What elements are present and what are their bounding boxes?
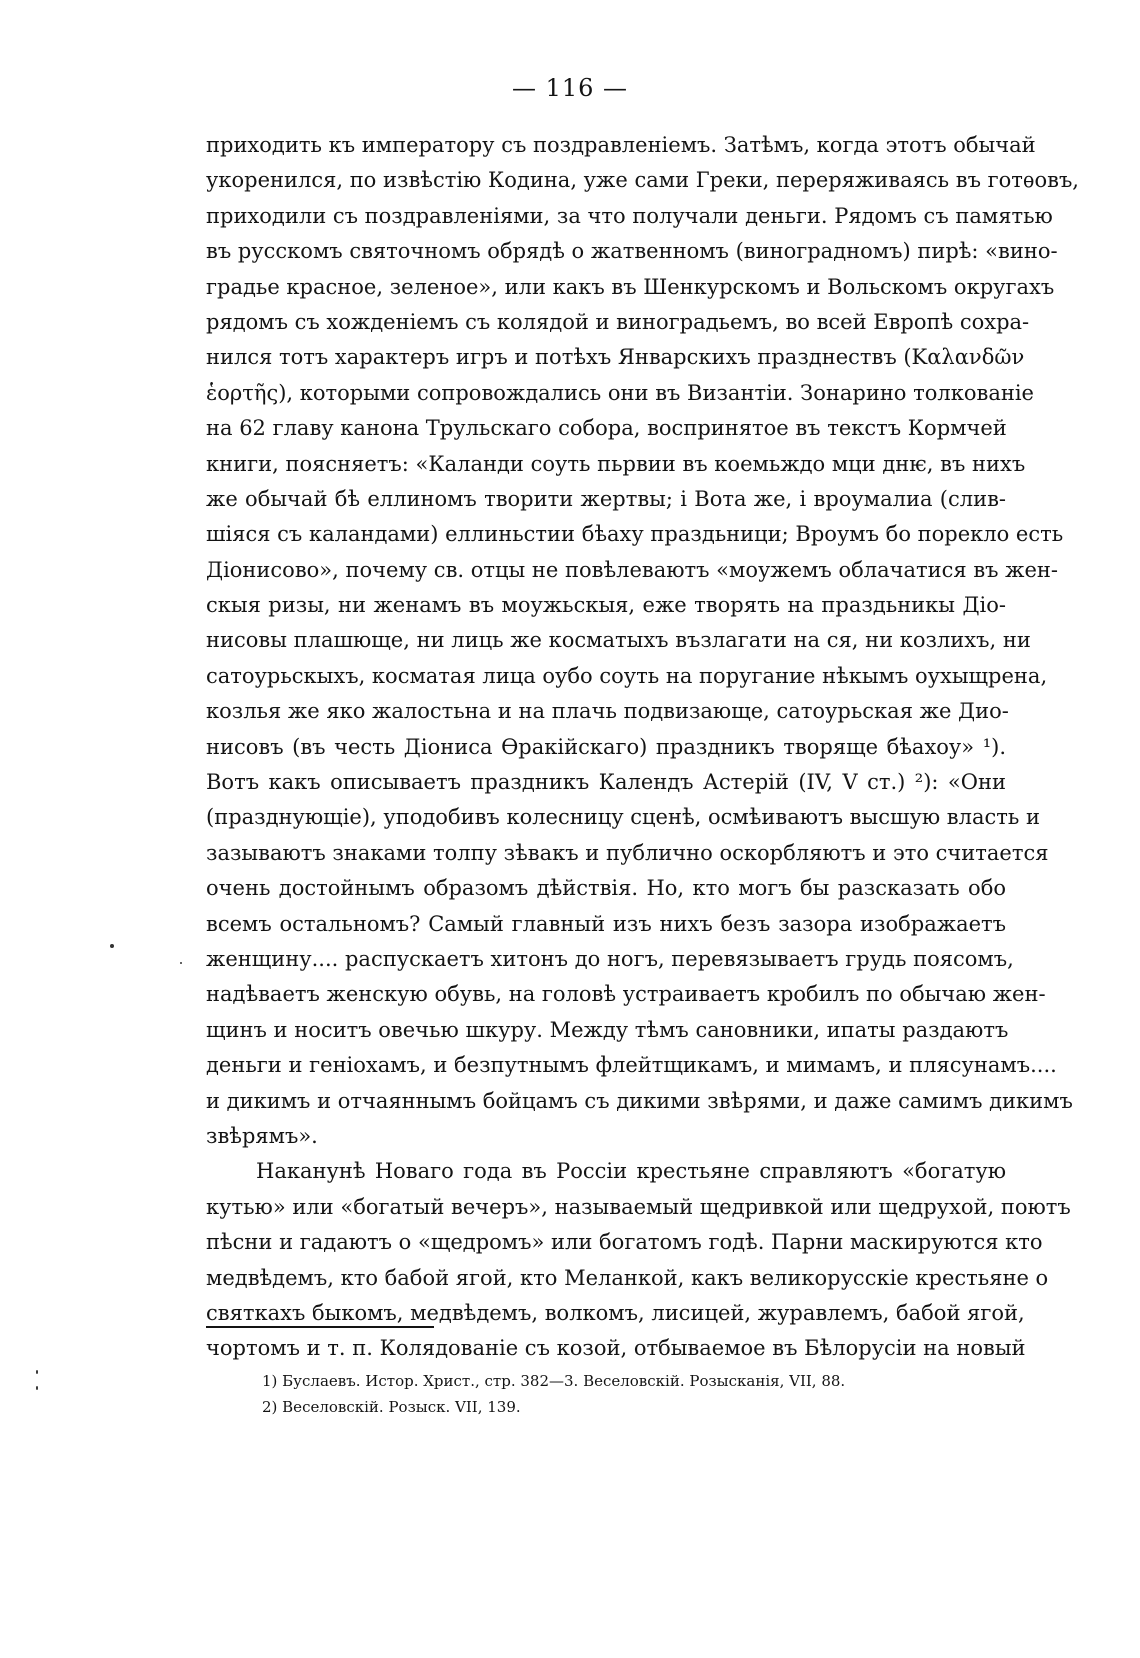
text-line: рядомъ съ хожденіемъ съ колядой и виноградьемъ, во всей Европѣ сохра- [206, 309, 1030, 334]
text-line: пѣсни и гадаютъ о «щедромъ» или богатомъ годѣ. Парни маскируются кто [206, 1230, 1043, 1255]
scan-speck [36, 1386, 38, 1390]
text-line: Діонисово», почему св. отцы не повѣлеваютъ «моужемъ облачатися въ жен- [206, 557, 1059, 582]
text-line: очень достойнымъ образомъ дѣйствія. Но, кто могъ бы разсказать обо [206, 876, 1006, 901]
body-text [206, 128, 1079, 1367]
text-line: женщину.... распускаетъ хитонъ до ногъ, перевязываетъ грудь поясомъ, [206, 946, 1014, 971]
text-line: укоренился, по извѣстію Кодина, уже сами Греки, переряживаясь въ готѳовъ, [206, 168, 1079, 193]
text-line: приходили съ поздравленіями, за что получали деньги. Рядомъ съ памятью [206, 203, 1053, 228]
text-line: градье красное, зеленое», или какъ въ Шенкурскомъ и Вольскомъ округахъ [206, 274, 1055, 299]
paragraph-end-line: звѣрямъ». [206, 1123, 318, 1148]
text-line: сатоурьскыхъ, косматая лица оубо соуть на поругание нѣкымъ оухыщрена, [206, 663, 1048, 688]
text-line: щинъ и носитъ овечью шкуру. Между тѣмъ сановники, ипаты раздаютъ [206, 1017, 1009, 1042]
footnote: 1) Буслаевъ. Истор. Христ., стр. 382—3. Веселовскій. Розысканія, VII, 88. [262, 1372, 846, 1390]
text-line: святкахъ быкомъ, медвѣдемъ, волкомъ, лисицей, журавлемъ, бабой ягой, [206, 1300, 1025, 1325]
text-line: на 62 главу канона Трульскаго собора, воспринятое въ текстъ Кормчей [206, 416, 1007, 441]
text-line: нисовъ (въ честь Діониса Ѳракійскаго) праздникъ творяще бѣахоу» ¹). [206, 734, 1006, 759]
scan-speck [180, 962, 182, 964]
footnote-divider [206, 1326, 434, 1328]
scan-speck [110, 944, 114, 948]
text-line: надѣваетъ женскую обувь, на головѣ устраиваетъ кробилъ по обычаю жен- [206, 982, 1046, 1007]
footnote: 2) Веселовскій. Розыск. VII, 139. [262, 1398, 521, 1416]
text-line: приходить къ императору съ поздравленіемъ. Затѣмъ, когда этотъ обычай [206, 133, 1036, 157]
text-line: зазываютъ знаками толпу зѣвакъ и публично оскорбляютъ и это считается [206, 840, 1049, 865]
text-line: книги, поясняетъ: «Каланди соуть пьрвии въ коемьждо мци днѥ, въ нихъ [206, 451, 1026, 476]
text-line: медвѣдемъ, кто бабой ягой, кто Меланкой, какъ великорусскіе крестьяне о [206, 1265, 1049, 1290]
text-line: скыя ризы, ни женамъ въ моужьскыя, еже творять на праздьникы Діо- [206, 593, 1006, 618]
text-line: же обычай бѣ еллиномъ творити жертвы; і Вота же, і вроумалиа (слив- [206, 486, 1006, 511]
footnotes [262, 1368, 1002, 1420]
page-number: — 116 — [511, 74, 629, 102]
scan-speck [36, 1370, 38, 1374]
text-line: (празднующіе), уподобивъ колесницу сценѣ, осмѣиваютъ высшую власть и [206, 805, 1040, 830]
text-line: и дикимъ и отчаяннымъ бойцамъ съ дикими звѣрями, и даже самимъ дикимъ [206, 1088, 1073, 1113]
text-line: всемъ остальномъ? Самый главный изъ нихъ безъ зазора изображаетъ [206, 911, 1006, 936]
text-line: нился тотъ характеръ игръ и потѣхъ Январскихъ празднествъ (Καλανδῶν [206, 345, 1025, 370]
text-line: чортомъ и т. п. Колядованіе съ козой, отбываемое въ Бѣлорусіи на новый [206, 1336, 1026, 1361]
text-line: нисовы плашюще, ни лиць же косматыхъ възлагати на ся, ни козлихъ, ни [206, 628, 1031, 653]
text-line: кутью» или «богатый вечеръ», называемый щедривкой или щедрухой, поютъ [206, 1194, 1071, 1219]
paragraph-start-line: Наканунѣ Новаго года въ Россіи крестьяне справляютъ «богатую [256, 1159, 1006, 1184]
text-line: ἑορτῆς), которыми сопровождались они въ Византіи. Зонарино толкованіе [206, 380, 1034, 405]
text-line: въ русскомъ святочномъ обрядѣ о жатвенномъ (виноградномъ) пирѣ: «вино- [206, 239, 1058, 264]
text-line: деньги и геніохамъ, и безпутнымъ флейтщикамъ, и мимамъ, и плясунамъ.... [206, 1053, 1057, 1078]
text-line: козлья же яко жалостьна и на плачь подвизающе, сатоурьская же Дио- [206, 699, 1009, 724]
text-line: шіяся съ каландами) еллиньстии бѣаху праздьници; Вроумъ бо порекло есть [206, 522, 1064, 547]
text-line: Вотъ какъ описываетъ праздникъ Календъ Астерій (IV, V ст.) ²): «Они [206, 770, 1006, 795]
